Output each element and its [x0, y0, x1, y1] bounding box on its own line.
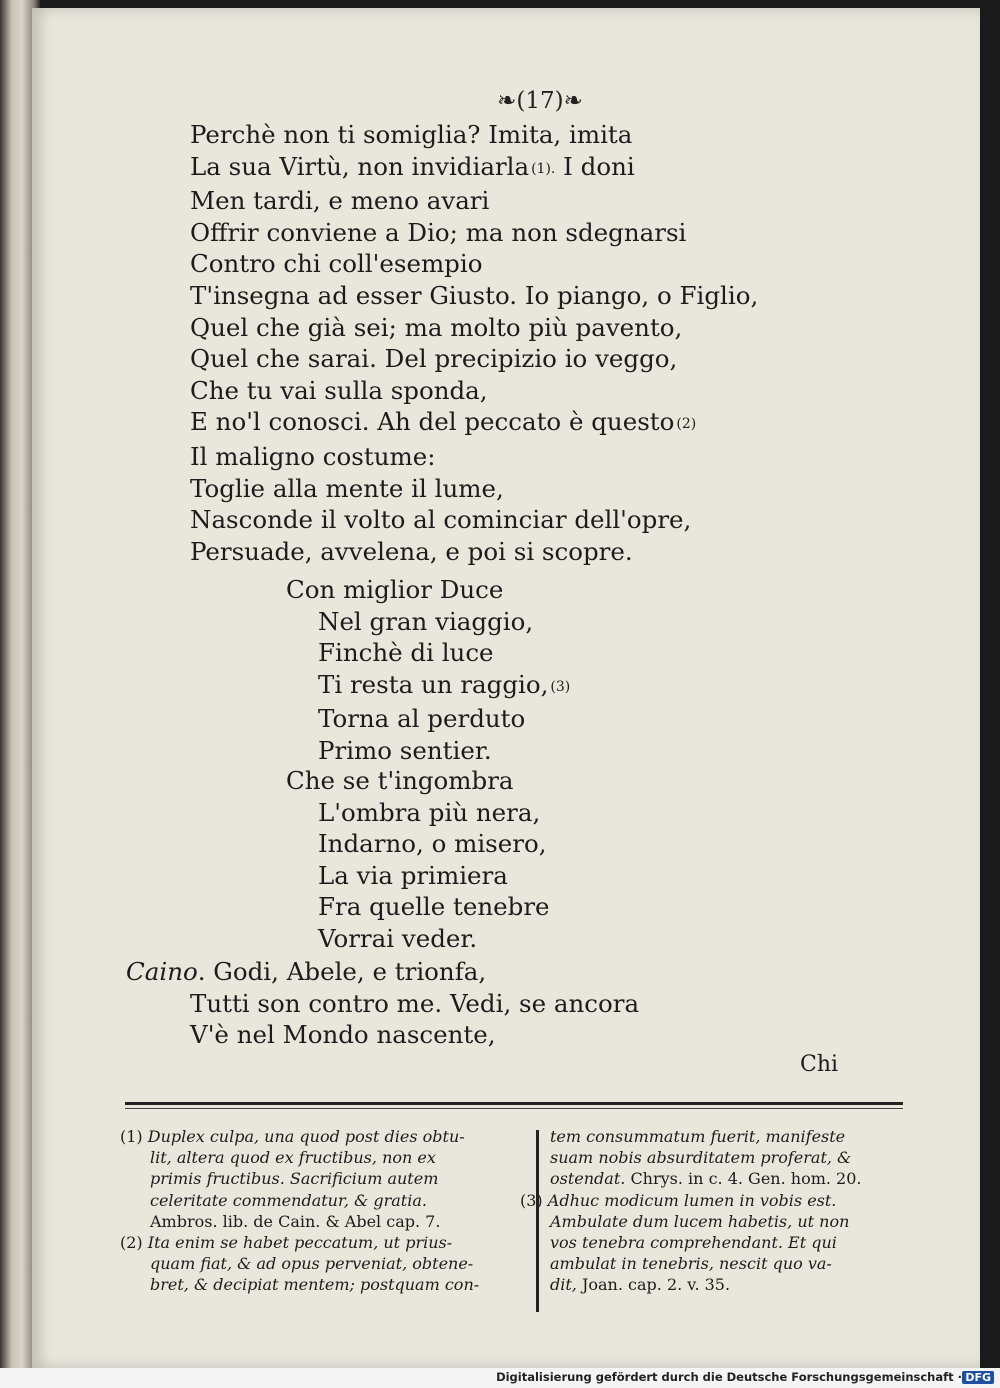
footnote-line: primis fructibus. Sacrificium autem — [150, 1169, 439, 1189]
footnote-line: vos tenebra comprehendant. Et qui — [550, 1233, 837, 1253]
footnote-line: bret, & decipiat mentem; postquam con- — [150, 1275, 480, 1295]
footnote-rule — [125, 1102, 903, 1105]
verse-line: Toglie alla mente il lume, — [190, 473, 504, 503]
verse-line: Fra quelle tenebre — [318, 892, 550, 922]
ornament-left: ❧ — [497, 88, 517, 114]
footnotes-right-column — [520, 1126, 905, 1296]
verse-line: Finchè di luce — [318, 638, 494, 668]
verse-line: La via primiera — [318, 860, 508, 890]
footnote-line: lit, altera quod ex fructibus, non ex — [150, 1148, 436, 1168]
verse-line: Men tardi, e meno avari — [190, 186, 490, 216]
footnote-line: Ambros. lib. de Cain. & Abel cap. 7. — [150, 1211, 441, 1231]
footnote-line: quam fiat, & ad opus perveniat, obtene- — [150, 1254, 474, 1274]
verse-line: Tutti son contro me. Vedi, se ancora — [190, 988, 640, 1018]
footnotes-left-column — [120, 1126, 525, 1296]
verse-line: T'insegna ad esser Giusto. Io piango, o Figlio, — [190, 280, 759, 310]
verse-line: Nasconde il volto al cominciar dell'opre, — [190, 505, 692, 535]
footnote-rule-thin — [125, 1108, 903, 1109]
footnote-line: celeritate commendatur, & gratia. — [150, 1190, 427, 1210]
verse-line: Il maligno costume: — [190, 441, 436, 471]
verse-line: Quel che già sei; ma molto più pavento, — [190, 312, 683, 342]
verse-line: Vorrai veder. — [318, 923, 478, 953]
verse-line: Che se t'ingombra — [286, 766, 514, 795]
verse-line: Ti resta un raggio, (3) — [318, 669, 571, 699]
verse-line: V'è nel Mondo nascente, — [190, 1020, 496, 1050]
footnote-line: tem consummatum fuerit, manifeste — [550, 1127, 846, 1146]
footnote-ref-3: (3) — [550, 678, 571, 695]
aria-stanza-2 — [286, 765, 550, 955]
verse-line: Indarno, o misero, — [318, 829, 547, 859]
footnote-line: (3) Adhuc modicum lumen in vobis est. — [520, 1190, 837, 1210]
footnote-line: suam nobis absurditatem proferat, & — [550, 1148, 852, 1168]
verse-line: La sua Virtù, non invidiarla (1). I doni — [190, 151, 635, 181]
footnote-ref-1: (1). — [531, 160, 556, 177]
verse-line: Nel gran viaggio, — [318, 606, 534, 636]
verse-line: Caino. Godi, Abele, e trionfa, — [126, 957, 487, 986]
footnote-line: dit, Joan. cap. 2. v. 35. — [550, 1275, 731, 1295]
verse-line: Primo sentier. — [318, 735, 492, 765]
verse-line: E no'l conosci. Ah del peccato è questo (2) — [190, 407, 697, 437]
verse-line: Persuade, avvelena, e poi si scopre. — [190, 536, 633, 566]
verse-line: Torna al perduto — [318, 704, 526, 734]
digitization-credit: Digitalisierung gefördert durch die Deutsche Forschungsgemeinschaft · — [496, 1370, 962, 1384]
verse-line: Offrir conviene a Dio; ma non sdegnarsi — [190, 217, 687, 247]
footnote-line: Ambulate dum lucem habetis, ut non — [550, 1211, 850, 1231]
page-number: ❧(17)❧ — [497, 88, 583, 114]
ornament-right: ❧ — [563, 88, 583, 114]
footnote-line: (2) Ita enim se habet peccatum, ut prius- — [120, 1233, 453, 1253]
caino-speech — [126, 956, 639, 1051]
catchword: Chi — [800, 1052, 839, 1077]
speaker-name: Caino — [126, 957, 198, 986]
footnote-line: ambulat in tenebris, nescit quo va- — [550, 1254, 832, 1274]
verse-line: Quel che sarai. Del precipizio io veggo, — [190, 344, 678, 374]
footnote-line: (1) Duplex culpa, una quod post dies obtu- — [120, 1127, 465, 1146]
verse-line: Perchè non ti somiglia? Imita, imita — [190, 120, 633, 149]
verse-line: Che tu vai sulla sponda, — [190, 375, 488, 405]
dfg-logo: DFG — [962, 1371, 994, 1384]
verse-line: Contro chi coll'esempio — [190, 249, 483, 279]
main-verses — [190, 119, 758, 567]
verse-line: L'ombra più nera, — [318, 797, 541, 827]
footnote-ref-2: (2) — [676, 416, 697, 433]
verse-line: Con miglior Duce — [286, 575, 504, 604]
footnote-line: ostendat. Chrys. in c. 4. Gen. hom. 20. — [550, 1169, 862, 1189]
aria-stanza-1 — [286, 574, 570, 767]
